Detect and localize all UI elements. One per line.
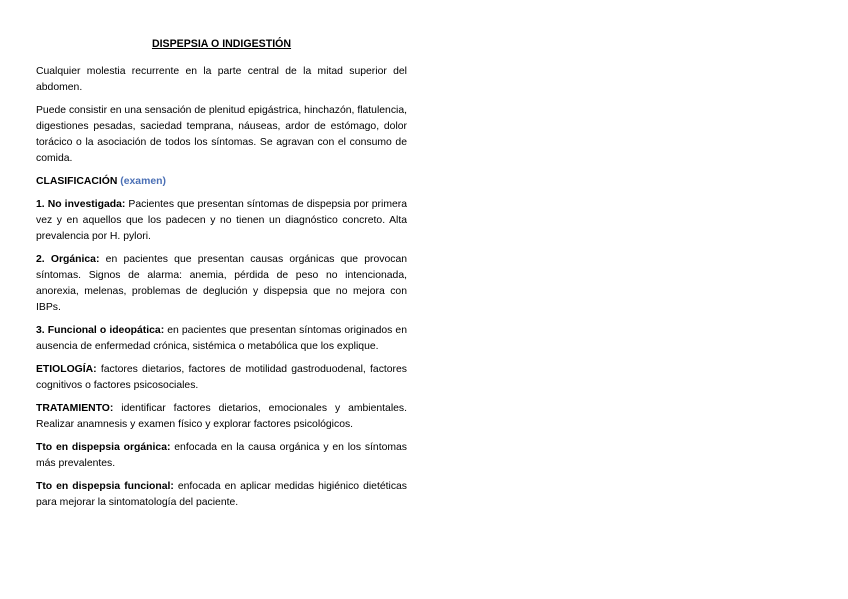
item-tto-funcional (36, 479, 407, 511)
item-text: enfocada en aplicar medidas higiénico dietéticas para mejorar la sintomatología del paciente. (36, 481, 407, 508)
item-text: factores dietarios, factores de motilidad gastroduodenal, factores cognitivos o factores psicosociales. (36, 364, 407, 391)
item-label: 1. No investigada: (36, 199, 126, 210)
exam-tag: (examen) (120, 176, 166, 187)
item-label: 2. Orgánica: (36, 254, 100, 265)
item-tto-organica (36, 440, 407, 472)
item-tratamiento (36, 401, 407, 433)
item-label: 3. Funcional o ideopática: (36, 325, 165, 336)
classification-heading-label: CLASIFICACIÓN (36, 176, 118, 187)
intro-paragraph-2: Puede consistir en una sensación de plenitud epigástrica, hinchazón, flatulencia, digestiones pesadas, saciedad temprana, náuseas, ardor de estómago, dolor torácico o la asociación de todos los síntomas. Se agravan con el consumo de comida. (36, 105, 407, 164)
intro-paragraph-1: Cualquier molestia recurrente en la parte central de la mitad superior del abdomen. (36, 66, 407, 93)
item-organica (36, 252, 407, 316)
document-page (36, 36, 407, 518)
classification-heading (36, 174, 407, 190)
item-text: Pacientes que presentan síntomas de dispepsia por primera vez y en aquellos que los padecen y no tienen un diagnóstico concreto. Alta prevalencia por H. pylori. (36, 199, 407, 242)
item-label: Tto en dispepsia orgánica: (36, 442, 171, 453)
document-title: DISPEPSIA O INDIGESTIÓN (151, 38, 292, 50)
item-text: en pacientes que presentan causas orgánicas que provocan síntomas. Signos de alarma: anemia, pérdida de peso no intencionada, anorexia, melenas, problemas de deglución y dispepsia que no mejora con IBPs. (36, 254, 407, 313)
item-funcional (36, 323, 407, 355)
item-label: Tto en dispepsia funcional: (36, 481, 174, 492)
item-text: identificar factores dietarios, emocionales y ambientales. Realizar anamnesis y examen físico y explorar factores psicológicos. (36, 403, 407, 430)
item-label: ETIOLOGÍA: (36, 364, 97, 375)
item-etiologia (36, 362, 407, 394)
item-text: enfocada en la causa orgánica y en los síntomas más prevalentes. (36, 442, 407, 469)
item-label: TRATAMIENTO: (36, 403, 114, 414)
item-text: en pacientes que presentan síntomas originados en ausencia de enfermedad crónica, sistémica o metabólica que los explique. (36, 325, 407, 352)
item-no-investigada (36, 197, 407, 245)
